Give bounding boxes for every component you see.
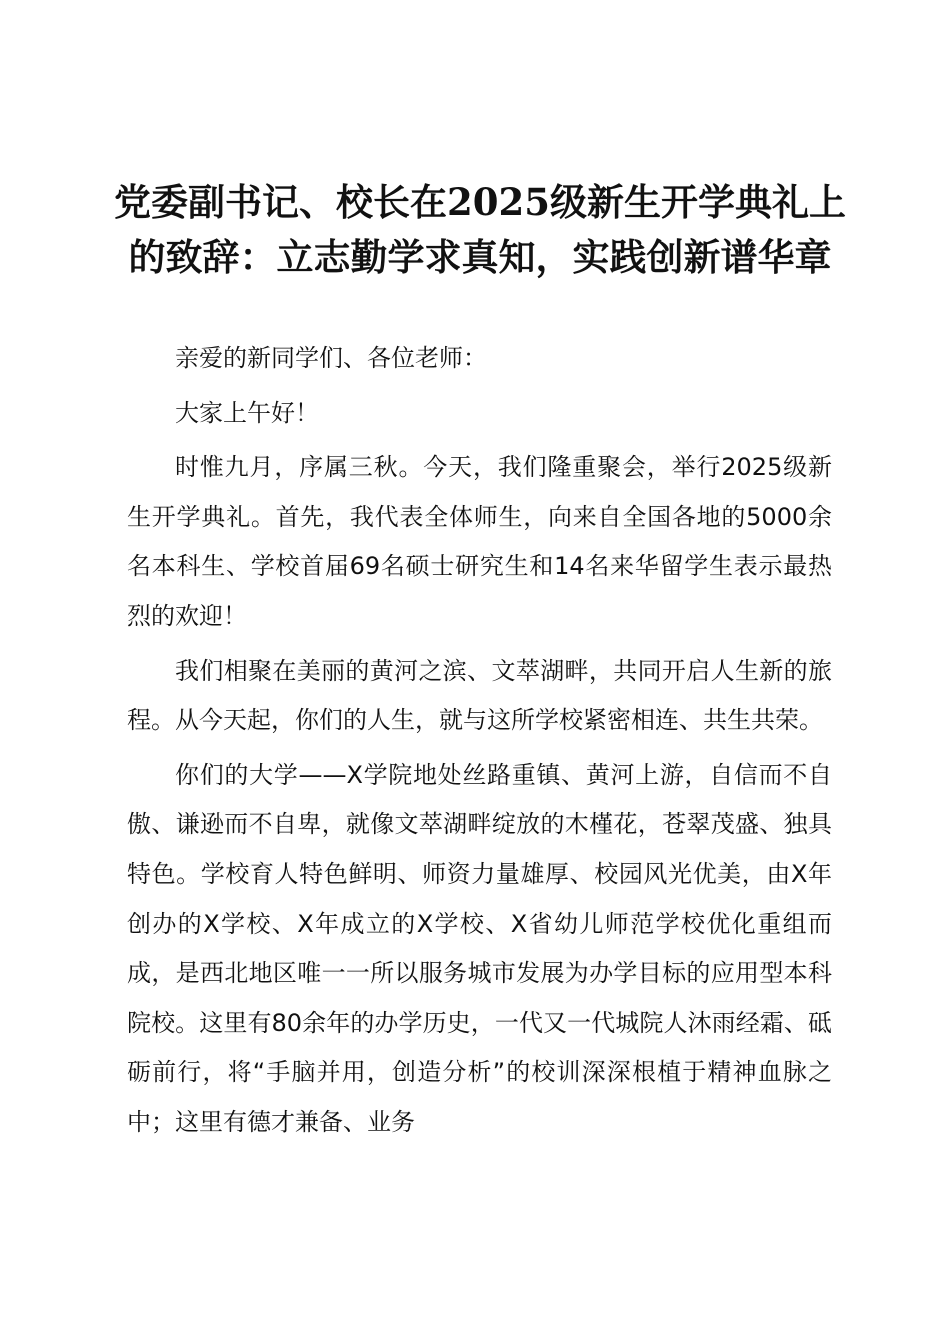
gathering-paragraph: 我们相聚在美丽的黄河之滨、文萃湖畔，共同开启人生新的旅程。从今天起，你们的人生，就与这所学校紧密相连、共生共荣。 — [127, 656, 832, 735]
document-title: 党委副书记、校长在2025级新生开学典礼上的致辞：立志勤学求真知，实践创新谱华章 — [114, 180, 846, 279]
university-intro-paragraph: 你们的大学——X学院地处丝路重镇、黄河上游，自信而不自傲、谦逊而不自卑，就像文萃湖畔绽放的木槿花，苍翠茂盛、独具特色。学校育人特色鲜明、师资力量雄厚、校园风光优美，由X年创办的X学校、X年成立的X学校、X省幼儿师范学校优化重组而成，是西北地区唯一一所以服务城市发展为办学目标的应用型本科院校。这里有80余年的办学历史，一代又一代城院人沐雨经霜、砥砺前行，将“手脑并用，创造分析”的校训深深根植于精神血脉之中；这里有德才兼备、业务 — [127, 760, 832, 1136]
salutation-paragraph: 亲爱的新同学们、各位老师： — [175, 344, 487, 372]
document-body — [127, 334, 832, 1148]
greeting-paragraph: 大家上午好！ — [175, 398, 319, 427]
welcome-paragraph: 时惟九月，序属三秋。今天，我们隆重聚会，举行2025级新生开学典礼。首先，我代表全体师生，向来自全国各地的5000余名本科生、学校首届69名硕士研究生和14名来华留学生表示最热烈的欢迎！ — [127, 453, 832, 630]
